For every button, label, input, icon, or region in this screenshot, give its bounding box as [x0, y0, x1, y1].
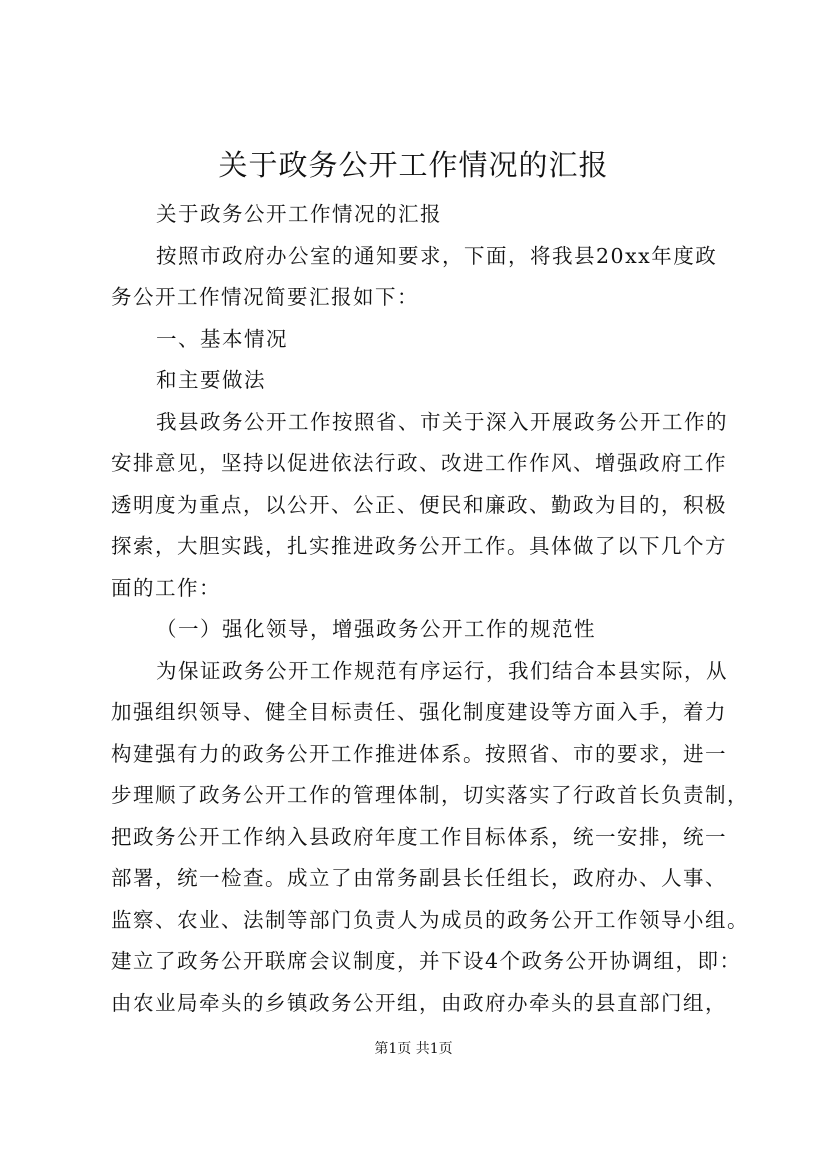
- paragraph-line: 关于政务公开工作情况的汇报: [156, 202, 442, 226]
- paragraph-line: 务公开工作情况简要汇报如下：: [111, 285, 419, 309]
- section-heading: 一、基本情况: [156, 326, 288, 351]
- paragraph-line: 步理顺了政务公开工作的管理体制，切实落实了行政首长负责制，: [111, 783, 749, 807]
- paragraph-line: 按照市政府办公室的通知要求，下面，将我县20xx年度政: [156, 243, 718, 268]
- paragraph-line: 加强组织领导、健全目标责任、强化制度建设等方面入手，着力: [111, 700, 727, 724]
- paragraph-line: 安排意见，坚持以促进依法行政、改进工作作风、增强政府工作: [111, 451, 727, 475]
- document-body: [111, 194, 749, 1024]
- paragraph-line: 由农业局牵头的乡镇政务公开组，由政府办牵头的县直部门组，: [111, 990, 727, 1015]
- page-footer: 第1页 共1页: [374, 1041, 453, 1057]
- paragraph-line: 探索，大胆实践，扎实推进政务公开工作。具体做了以下几个方: [111, 534, 727, 558]
- paragraph-line: 把政务公开工作纳入县政府年度工作目标体系，统一安排，统一: [111, 824, 727, 849]
- paragraph-line: 和主要做法: [156, 368, 266, 392]
- paragraph-line: 监察、农业、法制等部门负责人为成员的政务公开工作领导小组。: [111, 907, 749, 932]
- document-title: 关于政务公开工作情况的汇报: [218, 148, 609, 182]
- paragraph-line: 透明度为重点，以公开、公正、便民和廉政、勤政为目的，积极: [111, 492, 727, 517]
- paragraph-line: 建立了政务公开联席会议制度，并下设4个政务公开协调组，即：: [111, 949, 742, 973]
- paragraph-line: 部署，统一检查。成立了由常务副县长任组长，政府办、人事、: [111, 866, 727, 890]
- paragraph-line: 为保证政务公开工作规范有序运行，我们结合本县实际，从: [156, 658, 728, 683]
- subsection-heading: （一）强化领导，增强政务公开工作的规范性: [156, 617, 596, 641]
- paragraph-line: 我县政务公开工作按照省、市关于深入开展政务公开工作的: [156, 409, 728, 434]
- paragraph-line: 构建强有力的政务公开工作推进体系。按照省、市的要求，进一: [111, 741, 727, 766]
- paragraph-line: 面的工作：: [111, 575, 221, 600]
